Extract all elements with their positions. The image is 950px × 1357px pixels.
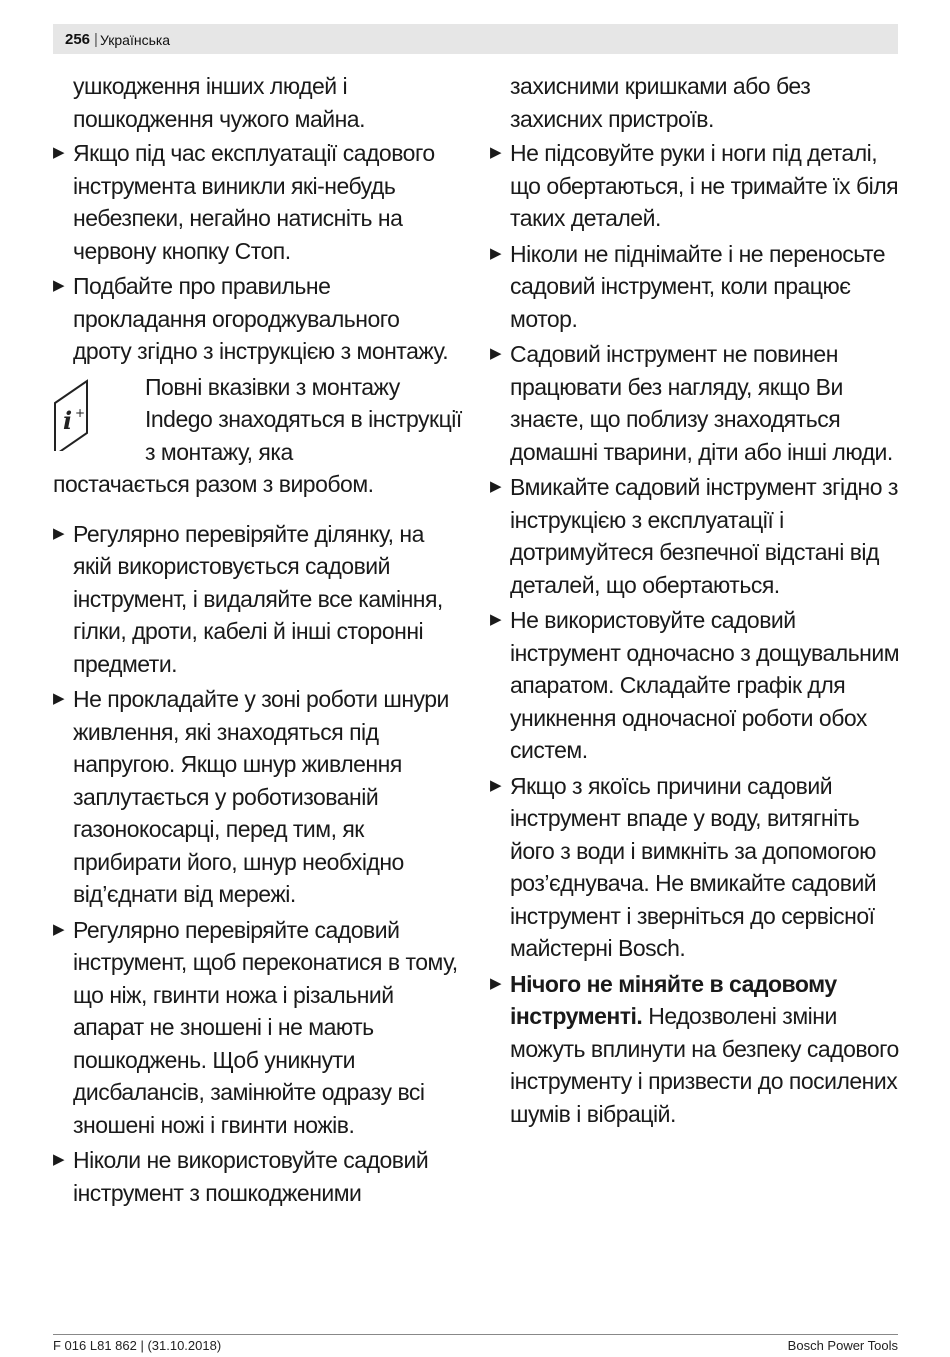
svg-text:+: + xyxy=(75,405,85,420)
header-separator: | xyxy=(94,31,98,48)
bullet-arrow-icon: ▶ xyxy=(53,524,65,542)
list-item xyxy=(53,1144,463,1209)
list-item-text: Вмикайте садовий інструмент згідно з інструкцією з експлуатації і дотримуйтеся безпечної відстані від деталей, що обертаються. xyxy=(510,474,898,598)
footer-doc-id: F 016 L81 862 | (31.10.2018) xyxy=(53,1338,222,1353)
bullet-arrow-icon: ▶ xyxy=(53,277,65,294)
right-column xyxy=(490,70,900,1133)
list-item xyxy=(490,137,900,235)
list-item xyxy=(53,518,463,681)
page-language: Українська xyxy=(100,32,171,48)
list-item xyxy=(490,471,900,601)
list-item xyxy=(490,770,900,965)
list-item xyxy=(490,338,900,468)
info-note xyxy=(53,371,463,501)
bullet-arrow-icon: ▶ xyxy=(490,776,502,794)
list-item xyxy=(490,604,900,767)
bullet-arrow-icon: ▶ xyxy=(490,478,502,495)
list-item-text: Регулярно перевіряйте ділянку, на якій використовується садовий інструмент, і видаляйте все каміння, гілки, дроти, кабелі й інші сторонні предмети. xyxy=(73,520,443,677)
list-item-text: Подбайте про правильне прокладання огороджувального дроту згідно з інструкцією з монтажу. xyxy=(73,273,449,364)
info-note-tail: постачається разом з виробом. xyxy=(53,471,374,497)
list-item-text: Ніколи не використовуйте садовий інструмент з пошкодженими xyxy=(73,1147,429,1206)
svg-text:i: i xyxy=(63,405,72,435)
bullet-arrow-icon: ▶ xyxy=(53,1151,65,1168)
list-item-text: Не прокладайте у зоні роботи шнури живлення, які знаходяться під напругою. Якщо шнур живлення заплутається у роботизованій газонокосарці, перед тим, як прибирати його, шнур необхідно від’єднати від мережі. xyxy=(73,686,449,907)
left-intro: ушкодження інших людей і пошкодження чужого майна. xyxy=(73,73,365,132)
bullet-arrow-icon: ▶ xyxy=(53,144,65,161)
footer-divider xyxy=(53,1334,898,1335)
list-item xyxy=(53,270,463,368)
list-item xyxy=(53,914,463,1142)
bullet-arrow-icon: ▶ xyxy=(53,920,65,938)
list-item-text: Садовий інструмент не повинен працювати без нагляду, якщо Ви знаєте, що поблизу знаходяться домашні тварини, діти або інші люди. xyxy=(510,341,893,465)
list-item xyxy=(53,683,463,911)
bullet-arrow-icon: ▶ xyxy=(490,611,502,628)
right-intro: захисними кришками або без захисних пристроїв. xyxy=(510,73,811,132)
list-item-text: Не підсовуйте руки і ноги під деталі, що обертаються, і не тримайте їх біля таких деталей. xyxy=(510,140,899,231)
list-item-text: Якщо з якоїсь причини садовий інструмент впаде у воду, витягніть його з води і вимкніть за допомогою роз’єднувача. Не вмикайте садовий інструмент і зверніться до сервісної майстерні Bosch. xyxy=(510,772,877,961)
bullet-arrow-icon: ▶ xyxy=(53,690,65,707)
bullet-arrow-icon: ▶ xyxy=(490,974,502,992)
page-header xyxy=(53,24,898,54)
list-item-text: Регулярно перевіряйте садовий інструмент, щоб переконатися в тому, що ніж, гвинти ножа і різальний апарат не зношені і не мають пошкоджень. Щоб уникнути дисбалансів, замінюйте одразу всі зношені ножі і гвинти ножів. xyxy=(73,916,458,1138)
list-item-bold-text: Нічого не міняйте в садовому інструменті. xyxy=(510,970,837,1029)
list-item-text: Не використовуйте садовий інструмент одночасно з дощувальним апаратом. Складайте графік для уникнення одночасної роботи обох систем. xyxy=(510,607,900,763)
footer-brand: Bosch Power Tools xyxy=(787,1338,898,1353)
bullet-arrow-icon: ▶ xyxy=(490,144,502,161)
bullet-arrow-icon: ▶ xyxy=(490,244,502,262)
list-item xyxy=(53,137,463,267)
page-number: 256 xyxy=(65,31,91,48)
list-item-text: Ніколи не піднімайте і не переносьте садовий інструмент, коли працює мотор. xyxy=(510,240,886,332)
info-book-icon xyxy=(53,377,93,451)
left-column xyxy=(53,70,463,1212)
list-item xyxy=(490,968,900,1131)
list-item-text: Недозволені зміни можуть вплинути на безпеку садового інструменту і призвести до посилених шумів і вібрацій. xyxy=(510,1003,899,1127)
list-item-text: Якщо під час експлуатації садового інструмента виникли які-небудь небезпеки, негайно натисніть на червону кнопку Стоп. xyxy=(73,140,435,264)
info-note-text: Повні вказівки з монтажу Indego знаходяться в інструкції з монтажу, яка xyxy=(145,373,462,465)
bullet-arrow-icon: ▶ xyxy=(490,345,502,362)
list-item xyxy=(490,238,900,336)
